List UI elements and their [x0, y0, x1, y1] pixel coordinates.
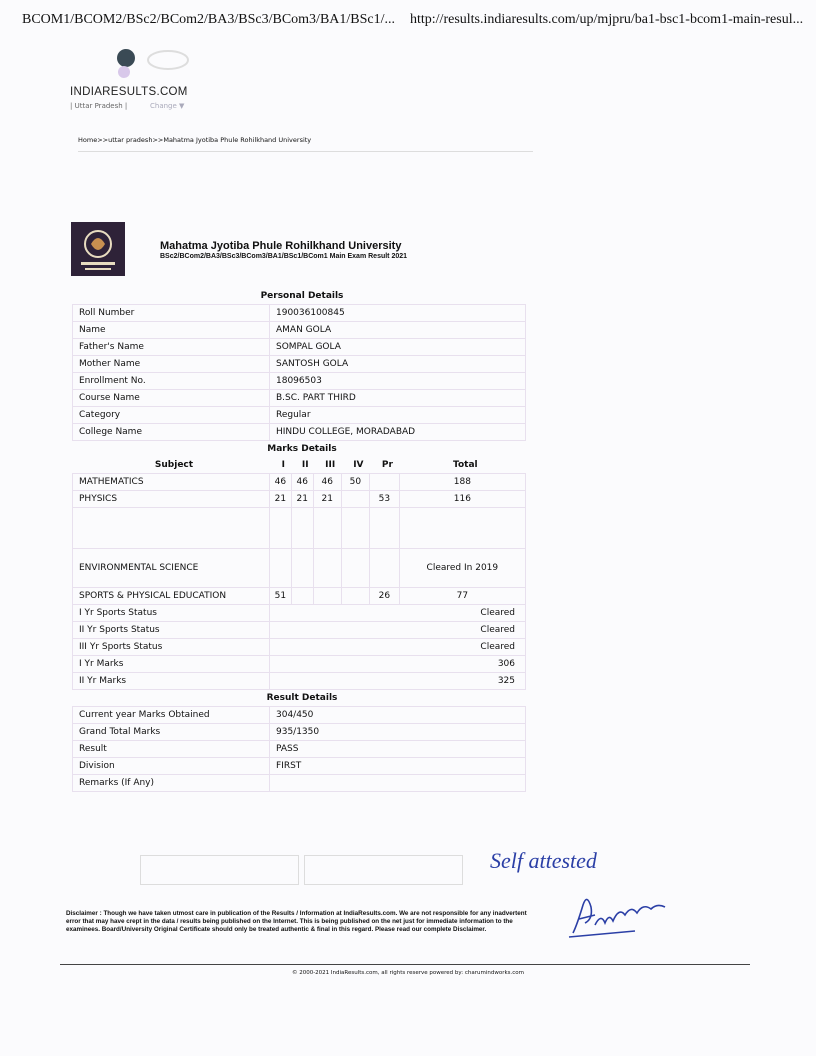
summary-label: II Yr Sports Status	[73, 622, 270, 639]
summary-row	[73, 639, 526, 656]
mark-cell	[291, 508, 313, 549]
summary-label: I Yr Marks	[73, 656, 270, 673]
mark-cell: Cleared In 2019	[399, 549, 525, 588]
subject-name	[73, 508, 270, 549]
marks-header-2: II	[301, 460, 309, 470]
marks-header-4: IV	[353, 460, 364, 470]
mark-cell	[341, 491, 369, 508]
section-title: Marks Details	[267, 444, 337, 454]
detail-row	[73, 322, 526, 339]
breadcrumb-divider	[78, 151, 533, 152]
disclaimer: Disclaimer : Though we have taken utmost care in publication of the Results / Information at IndiaResults.com. We are not responsible for any inadvertent error that may have crept in the data / results being published on the Internet. This is being published on the net just for immediate information to the examinees. Board/University Original Certificate should only be treated authentic & final in this regard. Please read our complete Disclaimer.	[66, 910, 527, 933]
university-name: Mahatma Jyotiba Phule Rohilkhand University	[160, 240, 402, 252]
detail-value: FIRST	[270, 758, 526, 775]
detail-label: Current year Marks Obtained	[73, 707, 270, 724]
section-row	[73, 288, 526, 305]
detail-row	[73, 407, 526, 424]
detail-label: Remarks (If Any)	[73, 775, 270, 792]
detail-label: Mother Name	[73, 356, 270, 373]
summary-value: Cleared	[270, 622, 526, 639]
mark-cell	[370, 474, 400, 491]
mark-cell: 21	[291, 491, 313, 508]
mark-cell: 50	[341, 474, 369, 491]
mark-cell: 77	[399, 588, 525, 605]
detail-value: 190036100845	[270, 305, 526, 322]
mark-cell	[291, 588, 313, 605]
mark-cell	[270, 508, 292, 549]
marks-row	[73, 549, 526, 588]
subject-name: SPORTS & PHYSICAL EDUCATION	[73, 588, 270, 605]
marks-header-5: Pr	[381, 460, 393, 470]
marks-header-0: Subject	[154, 460, 194, 470]
detail-row	[73, 741, 526, 758]
detail-row	[73, 339, 526, 356]
summary-row	[73, 656, 526, 673]
marks-header-3: III	[325, 460, 336, 470]
detail-row	[73, 707, 526, 724]
mark-cell: 188	[399, 474, 525, 491]
mark-cell: 26	[370, 588, 400, 605]
mark-cell: 46	[313, 474, 341, 491]
summary-label: III Yr Sports Status	[73, 639, 270, 656]
detail-label: Division	[73, 758, 270, 775]
mark-cell	[341, 588, 369, 605]
print-header-title: BCOM1/BCOM2/BSc2/BCom2/BA3/BSc3/BCom3/BA1/BSc1/...	[22, 12, 396, 27]
signature-icon	[565, 885, 675, 940]
detail-value: SANTOSH GOLA	[270, 356, 526, 373]
mark-cell	[370, 508, 400, 549]
detail-value: Regular	[270, 407, 526, 424]
detail-value: 18096503	[270, 373, 526, 390]
mark-cell	[313, 588, 341, 605]
detail-label: Roll Number	[73, 305, 270, 322]
mark-cell	[291, 549, 313, 588]
mark-cell: 21	[270, 491, 292, 508]
summary-value: 325	[270, 673, 526, 690]
mark-cell	[313, 549, 341, 588]
detail-row	[73, 724, 526, 741]
marks-row	[73, 474, 526, 491]
site-name[interactable]: INDIARESULTS.COM	[70, 86, 188, 98]
detail-label: Father's Name	[73, 339, 270, 356]
summary-row	[73, 605, 526, 622]
self-attested-note: Self attested	[490, 848, 597, 873]
detail-value	[270, 775, 526, 792]
section-row	[73, 441, 526, 458]
detail-value: SOMPAL GOLA	[270, 339, 526, 356]
summary-row	[73, 673, 526, 690]
detail-label: College Name	[73, 424, 270, 441]
summary-value: 306	[270, 656, 526, 673]
summary-value: Cleared	[270, 639, 526, 656]
detail-value: AMAN GOLA	[270, 322, 526, 339]
detail-row	[73, 390, 526, 407]
footer-divider	[60, 964, 750, 965]
summary-row	[73, 622, 526, 639]
detail-row	[73, 356, 526, 373]
detail-value: B.SC. PART THIRD	[270, 390, 526, 407]
print-header-url: http://results.indiaresults.com/up/mjpru/ba1-bsc1-bcom1-main-resul...	[410, 12, 804, 27]
site-state: | Uttar Pradesh |	[70, 102, 128, 110]
mark-cell: 21	[313, 491, 341, 508]
marks-header-6: Total	[453, 460, 478, 470]
detail-row	[73, 305, 526, 322]
detail-row	[73, 758, 526, 775]
subject-name: PHYSICS	[73, 491, 270, 508]
mark-cell	[341, 549, 369, 588]
summary-label: I Yr Sports Status	[73, 605, 270, 622]
exam-title: BSc2/BCom2/BA3/BSc3/BCom3/BA1/BSc1/BCom1 Main Exam Result 2021	[160, 253, 408, 260]
detail-label: Grand Total Marks	[73, 724, 270, 741]
detail-row	[73, 775, 526, 792]
mark-cell: 46	[270, 474, 292, 491]
mark-cell	[341, 508, 369, 549]
svg-text:AmanGola: AmanGola	[605, 905, 611, 906]
result-table	[72, 288, 526, 792]
detail-label: Course Name	[73, 390, 270, 407]
marks-row	[73, 588, 526, 605]
mark-cell: 46	[291, 474, 313, 491]
detail-label: Category	[73, 407, 270, 424]
section-title: Result Details	[266, 693, 338, 703]
detail-row	[73, 424, 526, 441]
marks-header-row	[73, 457, 526, 474]
blank-button-1[interactable]	[140, 855, 299, 885]
detail-value: 935/1350	[270, 724, 526, 741]
detail-label: Enrollment No.	[73, 373, 270, 390]
detail-value: HINDU COLLEGE, MORADABAD	[270, 424, 526, 441]
mark-cell: 53	[370, 491, 400, 508]
detail-value: 304/450	[270, 707, 526, 724]
summary-label: II Yr Marks	[73, 673, 270, 690]
university-emblem-icon	[71, 222, 125, 276]
blank-button-2[interactable]	[304, 855, 463, 885]
detail-value: PASS	[270, 741, 526, 758]
marks-row	[73, 491, 526, 508]
footer-copyright: © 2000-2021 IndiaResults.com, all rights reserve powered by: charumindworks.com	[291, 970, 525, 976]
detail-label: Name	[73, 322, 270, 339]
mark-cell	[399, 508, 525, 549]
mark-cell: 116	[399, 491, 525, 508]
mark-cell	[313, 508, 341, 549]
subject-name: ENVIRONMENTAL SCIENCE	[73, 549, 270, 588]
marks-header-1: I	[281, 460, 285, 470]
detail-row	[73, 373, 526, 390]
subject-name: MATHEMATICS	[73, 474, 270, 491]
mark-cell	[270, 549, 292, 588]
mark-cell: 51	[270, 588, 292, 605]
breadcrumb[interactable]: Home>>uttar pradesh>>Mahatma Jyotiba Phule Rohilkhand University	[78, 136, 312, 144]
marks-row	[73, 508, 526, 549]
university-logo	[71, 222, 125, 276]
section-row	[73, 690, 526, 707]
detail-label: Result	[73, 741, 270, 758]
summary-value: Cleared	[270, 605, 526, 622]
section-title: Personal Details	[260, 291, 344, 301]
change-state-link[interactable]: Change ▼	[150, 102, 185, 110]
site-logo-icon	[112, 46, 192, 82]
mark-cell	[370, 549, 400, 588]
